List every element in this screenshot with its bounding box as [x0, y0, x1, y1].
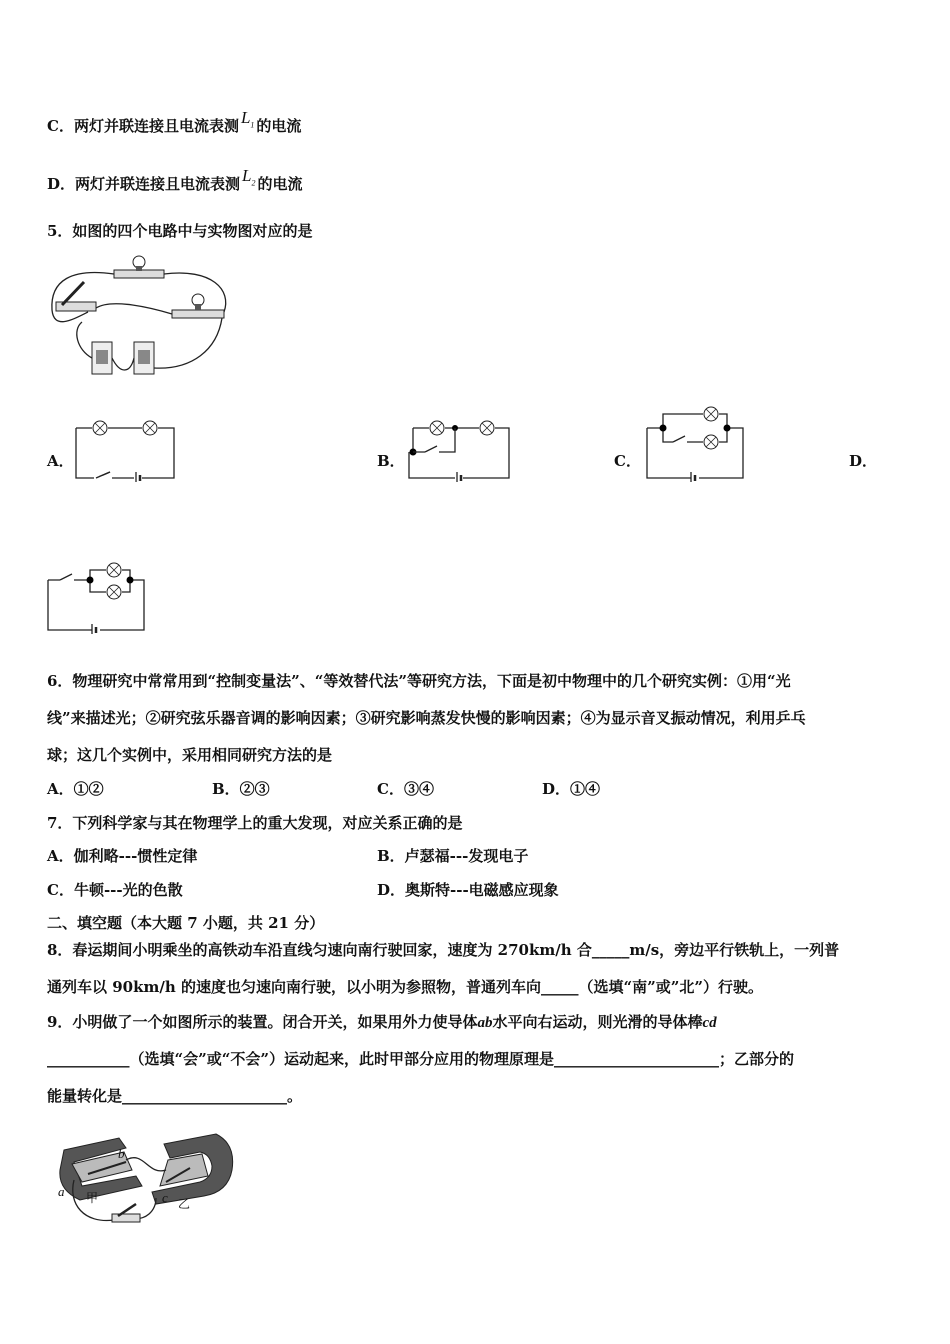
q5-label-c: C．	[614, 452, 641, 470]
q4-option-d: D．两灯并联连接且电流表测 $L_2$ 的电流	[47, 166, 303, 193]
symbol-l1: $L_1$	[240, 108, 255, 130]
q6-option-c: C．③④	[377, 780, 434, 798]
circuit-d	[44, 560, 150, 634]
conductor-cd: cd	[702, 1015, 717, 1031]
conductor-ab: ab	[477, 1015, 493, 1031]
fig-label-b: b	[118, 1146, 125, 1161]
fig-label-jia: 甲	[86, 1191, 99, 1205]
circuit-b	[405, 420, 511, 482]
q8-line-2: 通列车以 90km/h 的速度也匀速向南行驶，以小明为参照物，普通列车向_____（选填“南”或”北”）行驶。	[47, 978, 763, 996]
q6-line-3: 球；这几个实例中，采用相同研究方法的是	[47, 746, 333, 764]
magnet-apparatus-figure	[44, 1120, 244, 1235]
q5-stem: 5．如图的四个电路中与实物图对应的是	[47, 222, 313, 240]
q5-label-d: D．	[849, 452, 878, 470]
fig-label-yi: 乙	[178, 1197, 191, 1211]
q9-line-2: ___________（选填“会”或“不会”）运动起来，此时甲部分应用的物理原理是______________________；乙部分的	[47, 1050, 795, 1068]
section-2-heading: 二、填空题（本大题 7 小题，共 21 分）	[47, 914, 325, 932]
q5-label-b: B．	[377, 452, 405, 470]
q6-option-d: D．①④	[542, 780, 601, 798]
q7-stem: 7．下列科学家与其在物理学上的重大发现，对应关系正确的是	[47, 814, 463, 832]
physical-circuit-figure	[42, 250, 242, 390]
q7-option-a: A．伽利略---惯性定律	[47, 847, 198, 865]
q7-option-b: B．卢瑟福---发现电子	[377, 847, 529, 865]
q8-line-1: 8．春运期间小明乘坐的高铁动车沿直线匀速向南行驶回家，速度为 270km/h 合_____m/s，旁边平行铁轨上，一列普	[47, 941, 840, 959]
q6-option-a: A．①②	[47, 780, 104, 798]
q4-option-c: C．两灯并联连接且电流表测 $L_1$ 的电流	[47, 108, 302, 135]
fig-label-c: c	[162, 1190, 168, 1205]
symbol-l2: $L_2$	[242, 166, 256, 188]
fig-label-a: a	[58, 1184, 65, 1199]
q7-option-d: D．奥斯特---电磁感应现象	[377, 881, 559, 899]
q6-line-1: 6．物理研究中常常用到“控制变量法”、“等效替代法”等研究方法，下面是初中物理中的几个研究实例：①用“光	[47, 672, 791, 690]
q5-label-a: A．	[47, 452, 74, 470]
circuit-c	[645, 404, 747, 482]
q6-option-b: B．②③	[212, 780, 270, 798]
q9-line-1: 9．小明做了一个如图所示的装置。闭合开关，如果用外力使导体ab水平向右运动，则光滑的导体棒cd	[47, 1013, 717, 1031]
circuit-a	[74, 420, 176, 482]
q7-option-c: C．牛顿---光的色散	[47, 881, 183, 899]
q6-line-2: 线”来描述光；②研究弦乐器音调的影响因素；③研究影响蒸发快慢的影响因素；④为显示音叉振动情况，利用乒乓	[47, 709, 806, 727]
q9-line-3: 能量转化是______________________。	[47, 1087, 303, 1105]
